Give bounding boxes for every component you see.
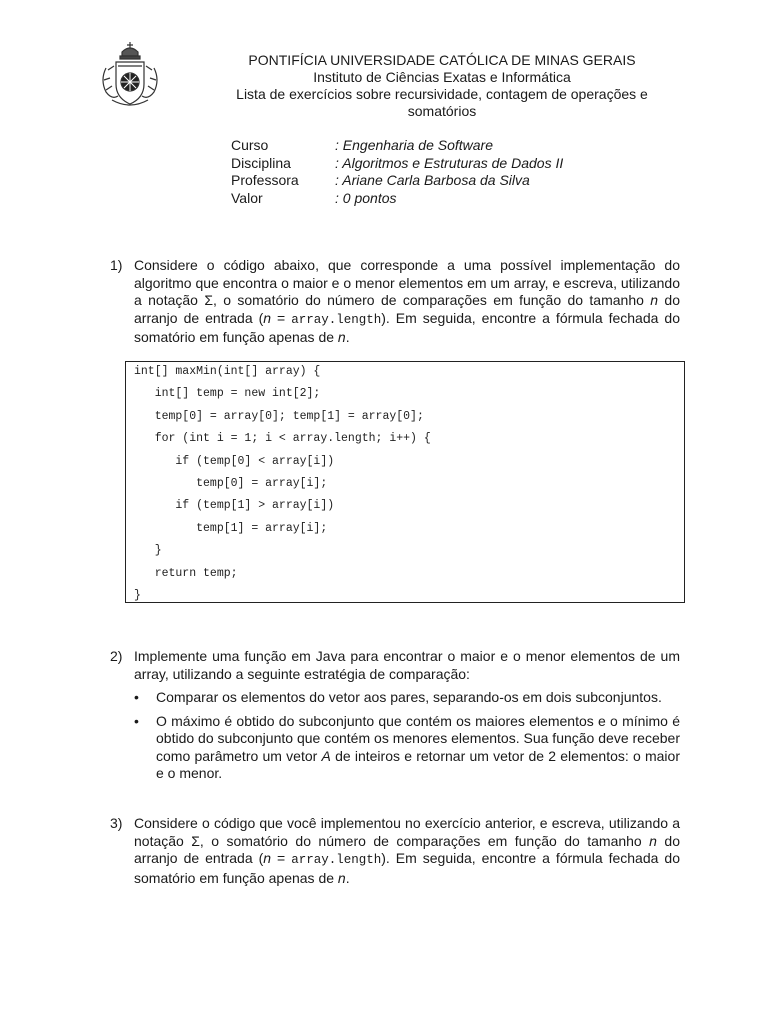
code-line: temp[1] = array[i]; (134, 521, 328, 535)
info-row-disciplina (231, 155, 563, 173)
text-segment: do arranjo de entrada ( (134, 292, 680, 326)
list-item (134, 689, 680, 707)
variable-a: A (321, 747, 331, 764)
bullet-text: Comparar os elementos do vetor aos pares, separando-os em dois subconjuntos. (156, 689, 662, 705)
document-title-line2: somatórios (407, 103, 477, 119)
question-intro: Implemente uma função em Java para encontrar o maior e o menor elementos de um array, utilizando a seguinte estratégia de comparação: (134, 648, 680, 682)
question-2 (110, 648, 680, 789)
info-label: Valor (231, 189, 263, 206)
info-value: : 0 pontos (335, 189, 397, 206)
bullet-list (134, 689, 680, 783)
text-segment: Considere o código abaixo, que corresponde a uma possível implementação do algoritmo que encontra o maior e o menor elementos em um array, e escreva, utilizando a notação Σ, o somatório do número de comparações em função do tamanho (134, 257, 681, 308)
variable-n: n (650, 292, 659, 308)
question-text (134, 815, 680, 887)
variable-n: n (649, 832, 657, 849)
inline-code: array.length (291, 853, 382, 867)
variable-n: n (263, 850, 272, 866)
text-segment: ). Em seguida, encontre a fórmula fechada do somatório em função apenas de (134, 850, 680, 886)
variable-n: n (263, 309, 272, 326)
document-header (224, 52, 660, 120)
university-name: PONTIFÍCIA UNIVERSIDADE CATÓLICA DE MINAS GERAIS (248, 52, 636, 68)
info-value: : Algoritmos e Estruturas de Dados II (335, 154, 564, 171)
text-segment: = (271, 309, 292, 326)
course-info (231, 137, 563, 207)
question-text (134, 648, 680, 783)
info-row-curso (231, 137, 563, 155)
code-line: for (int i = 1; i < array.length; i++) { (134, 432, 431, 446)
bullet-icon: • (134, 689, 139, 705)
document-title-line1: Lista de exercícios sobre recursividade, contagem de operações e (236, 86, 648, 102)
code-block (125, 361, 685, 603)
text-segment: Considere o código que você implementou no exercício anterior, e escreva, utilizando a notação Σ, o somatório do número de comparações em função do tamanho (134, 815, 680, 849)
text-segment: = (271, 850, 292, 866)
code-line: int[] maxMin(int[] array) { (134, 365, 321, 378)
institute-name: Instituto de Ciências Exatas e Informática (313, 69, 571, 85)
question-number: 3) (110, 815, 123, 831)
code-line: } (134, 544, 162, 558)
bullet-text (156, 713, 680, 782)
variable-n: n (337, 869, 346, 886)
code-line: temp[0] = array[i]; (134, 476, 328, 490)
info-label: Professora (231, 172, 299, 188)
university-crest-logo (98, 40, 162, 110)
text-segment: de inteiros e retornar um vetor de 2 elementos: o maior e o menor. (156, 747, 680, 781)
info-value: : Engenharia de Software (335, 137, 493, 153)
code-line: temp[0] = array[0]; temp[1] = array[0]; (134, 409, 424, 423)
list-item (134, 713, 680, 783)
code-line: } (134, 588, 141, 602)
variable-n: n (337, 329, 346, 345)
inline-code: array.length (291, 312, 382, 327)
text-segment: . (345, 869, 350, 886)
code-line: if (temp[1] > array[i]) (134, 499, 335, 513)
question-1 (110, 257, 680, 347)
info-row-professora (231, 172, 563, 190)
text-segment: ). Em seguida, encontre a fórmula fechada do somatório em função apenas de (134, 309, 680, 345)
code-line: if (temp[0] < array[i]) (134, 454, 335, 468)
text-segment: . (345, 329, 350, 345)
text-segment: do arranjo de entrada ( (134, 832, 680, 866)
text-segment: O máximo é obtido do subconjunto que contém os maiores elementos e o mínimo é obtido do subconjunto que contém os menores elementos. Sua função deve receber como parâmetro um vetor (156, 712, 680, 764)
code-line: int[] temp = new int[2]; (134, 387, 321, 401)
info-row-valor (231, 190, 563, 208)
code-line: return temp; (134, 566, 238, 580)
question-text (134, 257, 680, 347)
info-label: Curso (231, 137, 269, 153)
info-value: : Ariane Carla Barbosa da Silva (335, 172, 530, 188)
bullet-icon: • (134, 712, 139, 729)
question-number: 2) (110, 648, 123, 664)
question-3 (110, 815, 680, 887)
question-number: 1) (110, 257, 123, 273)
info-label: Disciplina (231, 154, 291, 171)
